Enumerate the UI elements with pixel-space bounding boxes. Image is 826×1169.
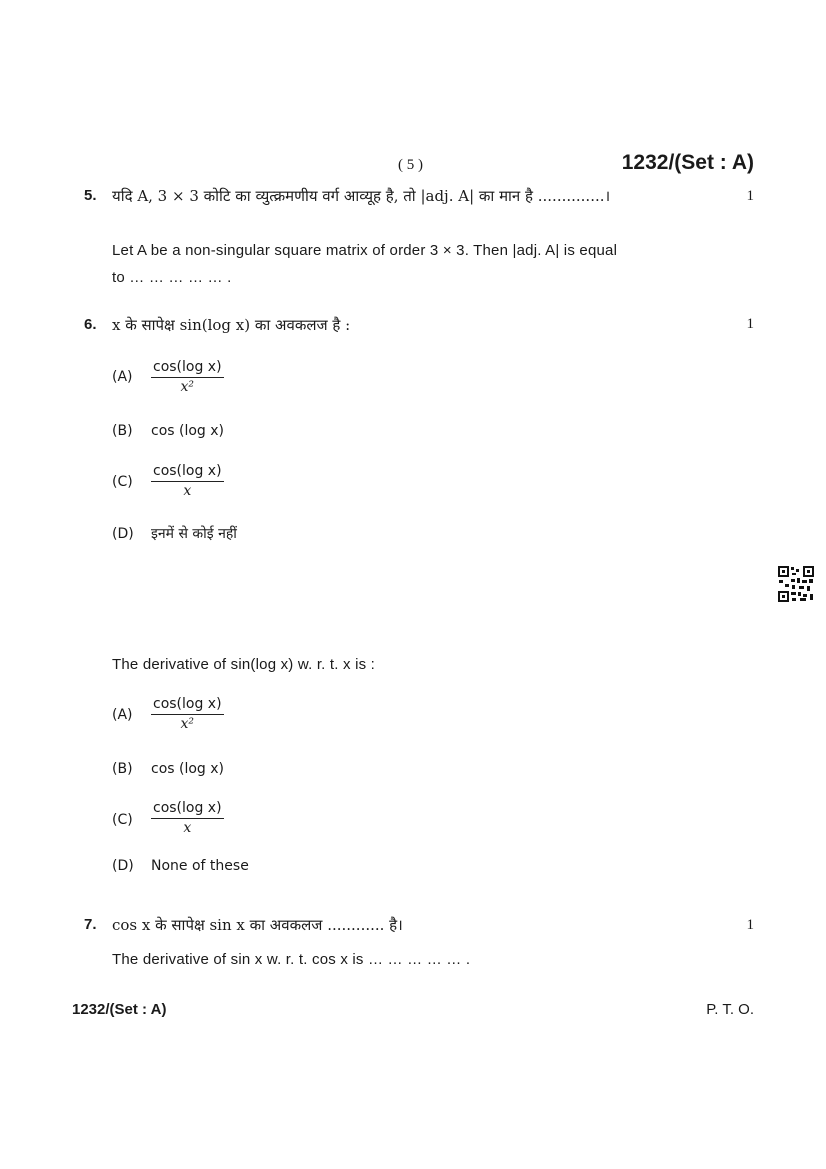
question-5-english-line1: Let A be a non-singular square matrix of order 3 × 3. Then |adj. A| is equal	[112, 242, 618, 259]
fraction-denominator: x²	[180, 379, 195, 395]
question-5-english-line2: to … … … … … .	[112, 269, 232, 286]
option-label: (D)	[112, 858, 134, 874]
option-label: (C)	[112, 474, 133, 490]
question-number-6: 6.	[84, 316, 97, 333]
set-code-header: 1232/(Set : A)	[621, 151, 754, 174]
fraction-numerator: cos(log x)	[151, 359, 224, 378]
question-number-5: 5.	[84, 187, 97, 204]
option-label: (B)	[112, 761, 133, 777]
fraction-denominator: x	[183, 820, 192, 836]
question-5-marks: 1	[746, 188, 754, 204]
fraction-numerator: cos(log x)	[151, 463, 224, 482]
option-c-fraction	[151, 463, 224, 499]
question-number-7: 7.	[84, 916, 97, 933]
question-5-hindi: यदि A, 3 × 3 कोटि का व्युत्क्रमणीय वर्ग आव्यूह है, तो |adj. A| का मान है ..............।	[112, 187, 611, 205]
footer-pto: P. T. O.	[706, 1001, 754, 1018]
option-label: (A)	[112, 369, 133, 385]
footer-set-code: 1232/(Set : A)	[72, 1001, 167, 1018]
question-6-english: The derivative of sin(log x) w. r. t. x is :	[112, 656, 376, 673]
question-6-hindi: x के सापेक्ष sin(log x) का अवकलज है :	[112, 316, 351, 334]
option-d-text-en: None of these	[151, 858, 249, 874]
fraction-denominator: x	[183, 483, 192, 499]
option-b-text: cos (log x)	[151, 423, 225, 439]
question-6-marks: 1	[746, 316, 754, 332]
option-a-fraction	[151, 359, 224, 395]
question-7-marks: 1	[746, 917, 754, 933]
question-5-english	[112, 237, 754, 291]
option-d-text: इनमें से कोई नहीं	[151, 526, 237, 542]
question-7-english: The derivative of sin x w. r. t. cos x is … … … … … .	[112, 951, 471, 968]
option-label: (A)	[112, 707, 133, 723]
fraction-numerator: cos(log x)	[151, 800, 224, 819]
option-a-fraction-en	[151, 696, 224, 732]
option-label: (B)	[112, 423, 133, 439]
fraction-denominator: x²	[180, 716, 195, 732]
question-7-hindi: cos x के सापेक्ष sin x का अवकलज ............ है।	[112, 916, 403, 934]
option-c-fraction-en	[151, 800, 224, 836]
option-label: (C)	[112, 812, 133, 828]
qr-code-icon	[777, 565, 815, 603]
fraction-numerator: cos(log x)	[151, 696, 224, 715]
option-b-text-en: cos (log x)	[151, 761, 225, 777]
option-label: (D)	[112, 526, 134, 542]
page-number: ( 5 )	[398, 157, 423, 173]
